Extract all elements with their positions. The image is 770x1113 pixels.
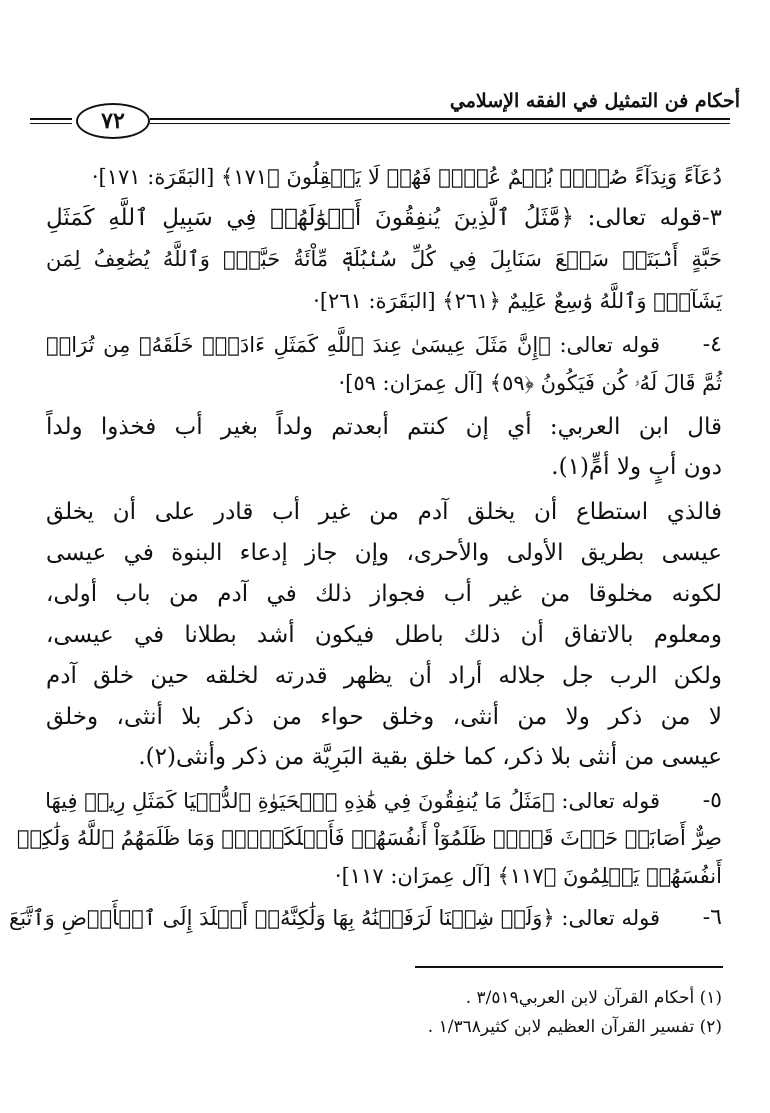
text-line: عيسى من أنثى بلا ذكر، كما خلق بقية البَرِيَّة من ذكر وأنثى(٢). <box>138 744 722 770</box>
text-line: قوله تعالى: ﴿وَلَوۡ شِئۡنَا لَرَفَعۡنَٰهُ بِهَا وَلَٰكِنَّهُۥٓ أَخۡلَدَ إِلَى ٱلۡأَرۡضِ وَٱتَّبَعَ <box>9 906 660 930</box>
text-line: حَبَّةٍ أَنۢبَتَتۡ سَبۡعَ سَنَابِلَ فِي كُلِّ سُنۢبُلَةٖ مِّاْئَةُ حَبَّةٖۗ وَٱللَّهُ يُضَٰعِفُ لِمَن <box>46 247 722 271</box>
text-line: ومعلوم بالاتفاق أن ذلك باطل فيكون أشد بطلانا في عيسى، <box>46 622 722 648</box>
text-line: قوله تعالى: ﴿مَثَلُ مَا يُنفِقُونَ فِي هَٰذِهِ ٱلۡحَيَوٰةِ ٱلدُّنۡيَا كَمَثَلِ رِيحٖ فِيهَا <box>45 789 660 813</box>
text-line: قال ابن العربي: أي إن كنتم أبعدتم ولداً بغير أب فخذوا ولداً <box>46 414 722 440</box>
item-number: ٥- <box>702 788 722 813</box>
text-line: دون أبٍ ولا أمٍّ(١). <box>551 454 722 480</box>
footnote-separator <box>415 966 723 968</box>
running-header-title: أحكام فن التمثيل في الفقه الإسلامي <box>449 90 740 112</box>
text-line: دُعَآءً وَنِدَآءً صُمُّۢ بُكۡمٌ عُمۡيٞ فَهُمۡ لَا يَعۡقِلُونَ ﴿١٧١﴾ [البَقَرَة: ١٧١]· <box>91 165 722 189</box>
text-line: فالذي استطاع أن يخلق آدم من غير أب قادر على أن يخلق <box>46 499 722 525</box>
text-line: ثُمَّ قَالَ لَهُۥ كُن فَيَكُونُ ﴿٥٩﴾ [آل عِمرَان: ٥٩]· <box>338 371 722 395</box>
page-number: ٧٢ <box>76 103 150 139</box>
header-rule-thin <box>150 123 730 124</box>
text-line: يَشَآءُۚ وَٱللَّهُ وَٰسِعٌ عَلِيمٌ ﴿٢٦١﴾ [البَقَرَة: ٢٦١]· <box>313 289 722 313</box>
header-rule <box>150 118 730 120</box>
footnote: (١) أحكام القرآن لابن العربي٣/٥١٩ . <box>465 988 722 1008</box>
text-line: صِرٌّ أَصَابَتۡ حَرۡثَ قَوۡمٖ ظَلَمُوٓاْ أَنفُسَهُمۡ فَأَهۡلَكَتۡهُۚ وَمَا ظَلَمَهُمُ ٱللَّهُ وَلَٰكِنۡ <box>16 826 722 850</box>
text-line: لا من ذكر ولا من أنثى، وخلق حواء من ذكر بلا أنثى، وخلق <box>46 704 722 730</box>
text-line: قوله تعالى: ﴿إِنَّ مَثَلَ عِيسَىٰ عِندَ ٱللَّهِ كَمَثَلِ ءَادَمَۖ خَلَقَهُۥ مِن تُرَابٖ <box>46 333 660 357</box>
text-line: عيسى بطريق الأولى والأحرى، وإن جاز إدعاء البنوة في عيسى <box>46 540 722 566</box>
header-rule-left-thin <box>30 123 72 124</box>
text-line: ٣-قوله تعالى: ﴿مَّثَلُ ٱلَّذِينَ يُنفِقُونَ أَمۡوَٰلَهُمۡ فِي سَبِيلِ ٱللَّهِ كَمَثَلِ <box>46 205 722 231</box>
item-number: ٤- <box>702 332 722 357</box>
text-line: ولكن الرب جل جلاله أراد أن يظهر قدرته لخلقه حين خلق آدم <box>46 663 722 689</box>
item-number: ٦- <box>702 905 722 930</box>
text-line: أَنفُسَهُمۡ يَظۡلِمُونَ ﴿١١٧﴾ [آل عِمرَان: ١١٧]· <box>334 864 722 888</box>
header-rule-left <box>30 118 72 120</box>
text-line: لكونه مخلوقا من غير أب فجواز ذلك في آدم من باب أولى، <box>46 581 722 607</box>
footnote: (٢) تفسير القرآن العظيم لابن كثير١/٣٦٨ . <box>427 1017 722 1037</box>
